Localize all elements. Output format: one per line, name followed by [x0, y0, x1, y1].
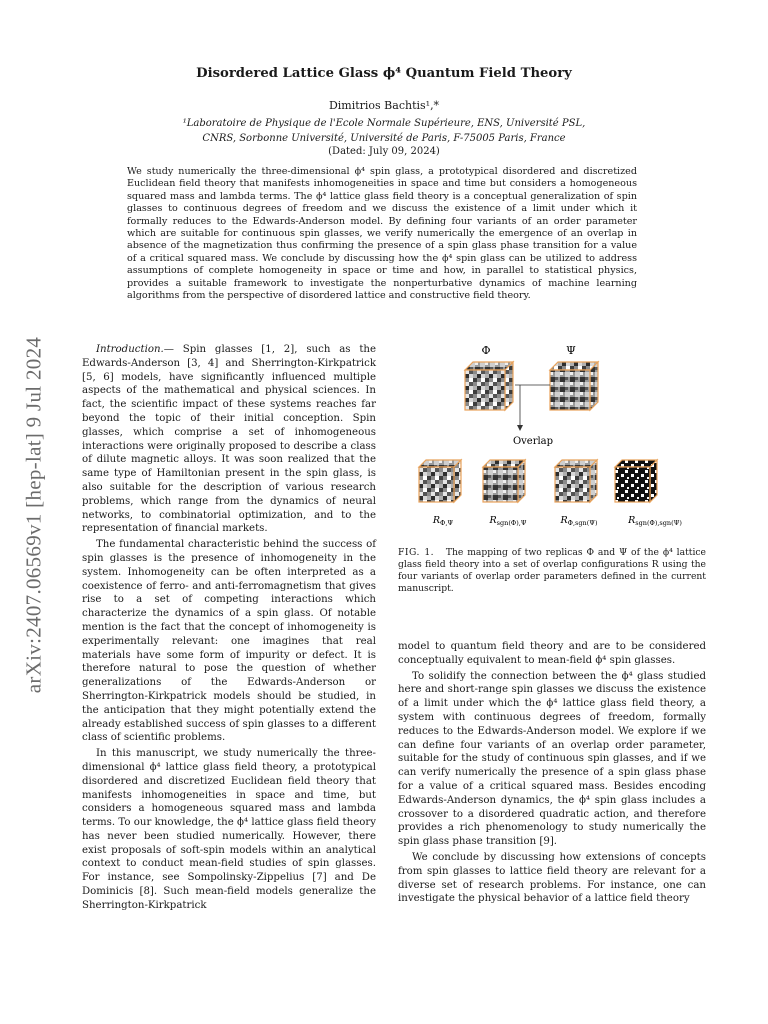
- overlap-label: Overlap: [512, 436, 554, 447]
- intro-paragraph-1-text: Spin glasses [1, 2], such as the Edwards-Anderson [3, 4] and Sherrington-Kirkpatrick [5, 6] models, have significantly influenced multiple aspects of the mathematical and physical sciences. In fact, the scientific impact of these systems reaches far beyond the topic of their initial conception. Spin glasses, which comprise a set of inhomogeneous interactions were originally proposed to describe a class of dilute magnetic alloys. It was soon realized that the same type of Hamiltonian present in the spin glass, is also suitable for the description of various research problems, which range from the dynamics of neural networks, to combinatorial optimization, and to the representation of financial markets.: [82, 344, 376, 535]
- arxiv-id: arXiv:2407.06569v1 [hep-lat] 9 Jul 2024: [21, 336, 46, 694]
- author-line: Dimitrios Bachtis¹,*: [328, 99, 440, 112]
- right-column: [398, 640, 706, 906]
- caption-label: FIG. 1.: [398, 547, 435, 558]
- dated-line: (Dated: July 09, 2024): [328, 146, 440, 157]
- right-paragraph-2: To solidify the connection between the ϕ⁴ glass studied here and short-range spin glasses we discuss the existence of a limit under which the ϕ⁴ lattice glass field theory, a system with continuous degrees of freedom, formally reduces to the Edwards-Anderson model. We explore if we can define four variants of an overlap order parameter, suitable for the study of continuous spin glasses, and if we can verify numerically the presence of a spin glass phase for a value of a critical squared mass. Besides encoding Edwards-Anderson dynamics, the ϕ⁴ spin glass includes a crossover to a disordered quadratic action, and therefore provides a rich phenomenology to study numerically the spin glass phase transition [9].: [398, 670, 706, 848]
- intro-paragraph-1: [82, 343, 376, 536]
- cube-label-3: $R_{\Phi,sgn(\Psi)}$: [560, 515, 598, 527]
- overlap-arrow: [515, 385, 550, 431]
- arxiv-sidebar-stamp: [14, 280, 54, 750]
- cube-r-sgnphi-psi: [483, 460, 525, 502]
- intro-paragraph-3: In this manuscript, we study numerically the three-dimensional ϕ⁴ lattice glass field theory, a prototypical disordered and discretized Euclidean field theory that manifests inhomogeneities in space and time, but considers a homogeneous squared mass and lambda terms. To our knowledge, the ϕ⁴ lattice glass field theory has never been studied numerically. However, there exist proposals of soft-spin models within an analytical context to conduct mean-field studies of spin glasses. For instance, see Sompolinsky-Zippelius [7] and De Dominicis [8]. Such mean-field models generalize the Sherrington-Kirkpatrick: [82, 748, 376, 911]
- affiliation: [0, 117, 768, 146]
- left-column: [82, 343, 376, 913]
- cube-label-1: $R_{\Phi,\Psi}$: [432, 515, 454, 527]
- right-paragraph-3: We conclude by discussing how extensions of concepts from spin glasses to lattice field theory are relevant for a diverse set of research problems. For instance, one can investigate the physical behavior of a lattice field theory: [398, 851, 706, 905]
- figure-1-caption: [398, 547, 706, 595]
- intro-paragraph-2: The fundamental characteristic behind the success of spin glasses is the presence of inhomogeneity in the system. Inhomogeneity can be often interpreted as a coexistence of ferro- and anti-ferromagnetism that gives rise to a set of competing interactions which characterize the dynamics of a spin glass. Of notable mention is the fact that the concept of inhomogeneity is experimentally relevant: one imagines that real materials have some form of impurity or defect. It is therefore natural to pose the question of whether generalizations of the Edwards-Anderson or Sherrington-Kirkpatrick models should be studied, in the anticipation that they might potentially extend the already established success of spin glasses to a different class of scientific problems.: [82, 539, 376, 744]
- intro-heading: Introduction.—: [96, 344, 174, 355]
- abstract: [127, 166, 637, 302]
- caption-text: The mapping of two replicas Φ and Ψ of the ϕ⁴ lattice glass field theory into a set of overlap configurations R using the four variants of overlap order parameters defined in the current manuscript.: [398, 547, 706, 594]
- cube-r-sgnphi-sgnpsi: [615, 460, 657, 502]
- cube-label-2: $R_{sgn(\Phi),\Psi}$: [489, 515, 527, 527]
- right-paragraph-1: model to quantum field theory and are to be considered conceptually equivalent to mean-field ϕ⁴ spin glasses.: [398, 641, 706, 666]
- psi-label: Ψ: [566, 344, 576, 357]
- cube-r-phi-sgnpsi: [555, 460, 597, 502]
- cube-psi: [550, 362, 598, 410]
- affiliation-line-2: CNRS, Sorbonne Université, Université de Paris, F-75005 Paris, France: [202, 132, 566, 144]
- cube-r-phi-psi: [419, 460, 461, 502]
- cube-phi: [465, 362, 513, 410]
- affiliation-line-1: ¹Laboratoire de Physique de l'Ecole Normale Supérieure, ENS, Université PSL,: [182, 118, 586, 129]
- figure-1: [405, 340, 705, 540]
- phi-label: Φ: [481, 344, 491, 357]
- abstract-text: We study numerically the three-dimensional ϕ⁴ spin glass, a prototypical disordered and discretized Euclidean field theory that manifests inhomogeneities in space and time but considers a homogeneous squared mass and lambda terms. The ϕ⁴ lattice glass field theory is a conceptual generalization of spin glasses to continuous degrees of freedom and we discuss the existence of a limit under which it formally reduces to the Edwards-Anderson model. By defining four variants of an order parameter which are suitable for continuous spin glasses, we verify numerically the emergence of an overlap in absence of the magnetization thus confirming the presence of a spin glass phase transition for a value of a critical squared mass. We conclude by discussing how the ϕ⁴ spin glass can be utilized to address assumptions of complete homogeneity in space or time and how, in parallel to statistical physics, provides a suitable framework to investigate the nonperturbative dynamics of machine learning algorithms from the perspective of disordered lattice and constructive field theory.: [127, 166, 637, 302]
- paper-title: Disordered Lattice Glass ϕ⁴ Quantum Field Theory: [196, 66, 572, 81]
- cube-label-4: $R_{sgn(\Phi),sgn(\Psi)}$: [628, 515, 682, 527]
